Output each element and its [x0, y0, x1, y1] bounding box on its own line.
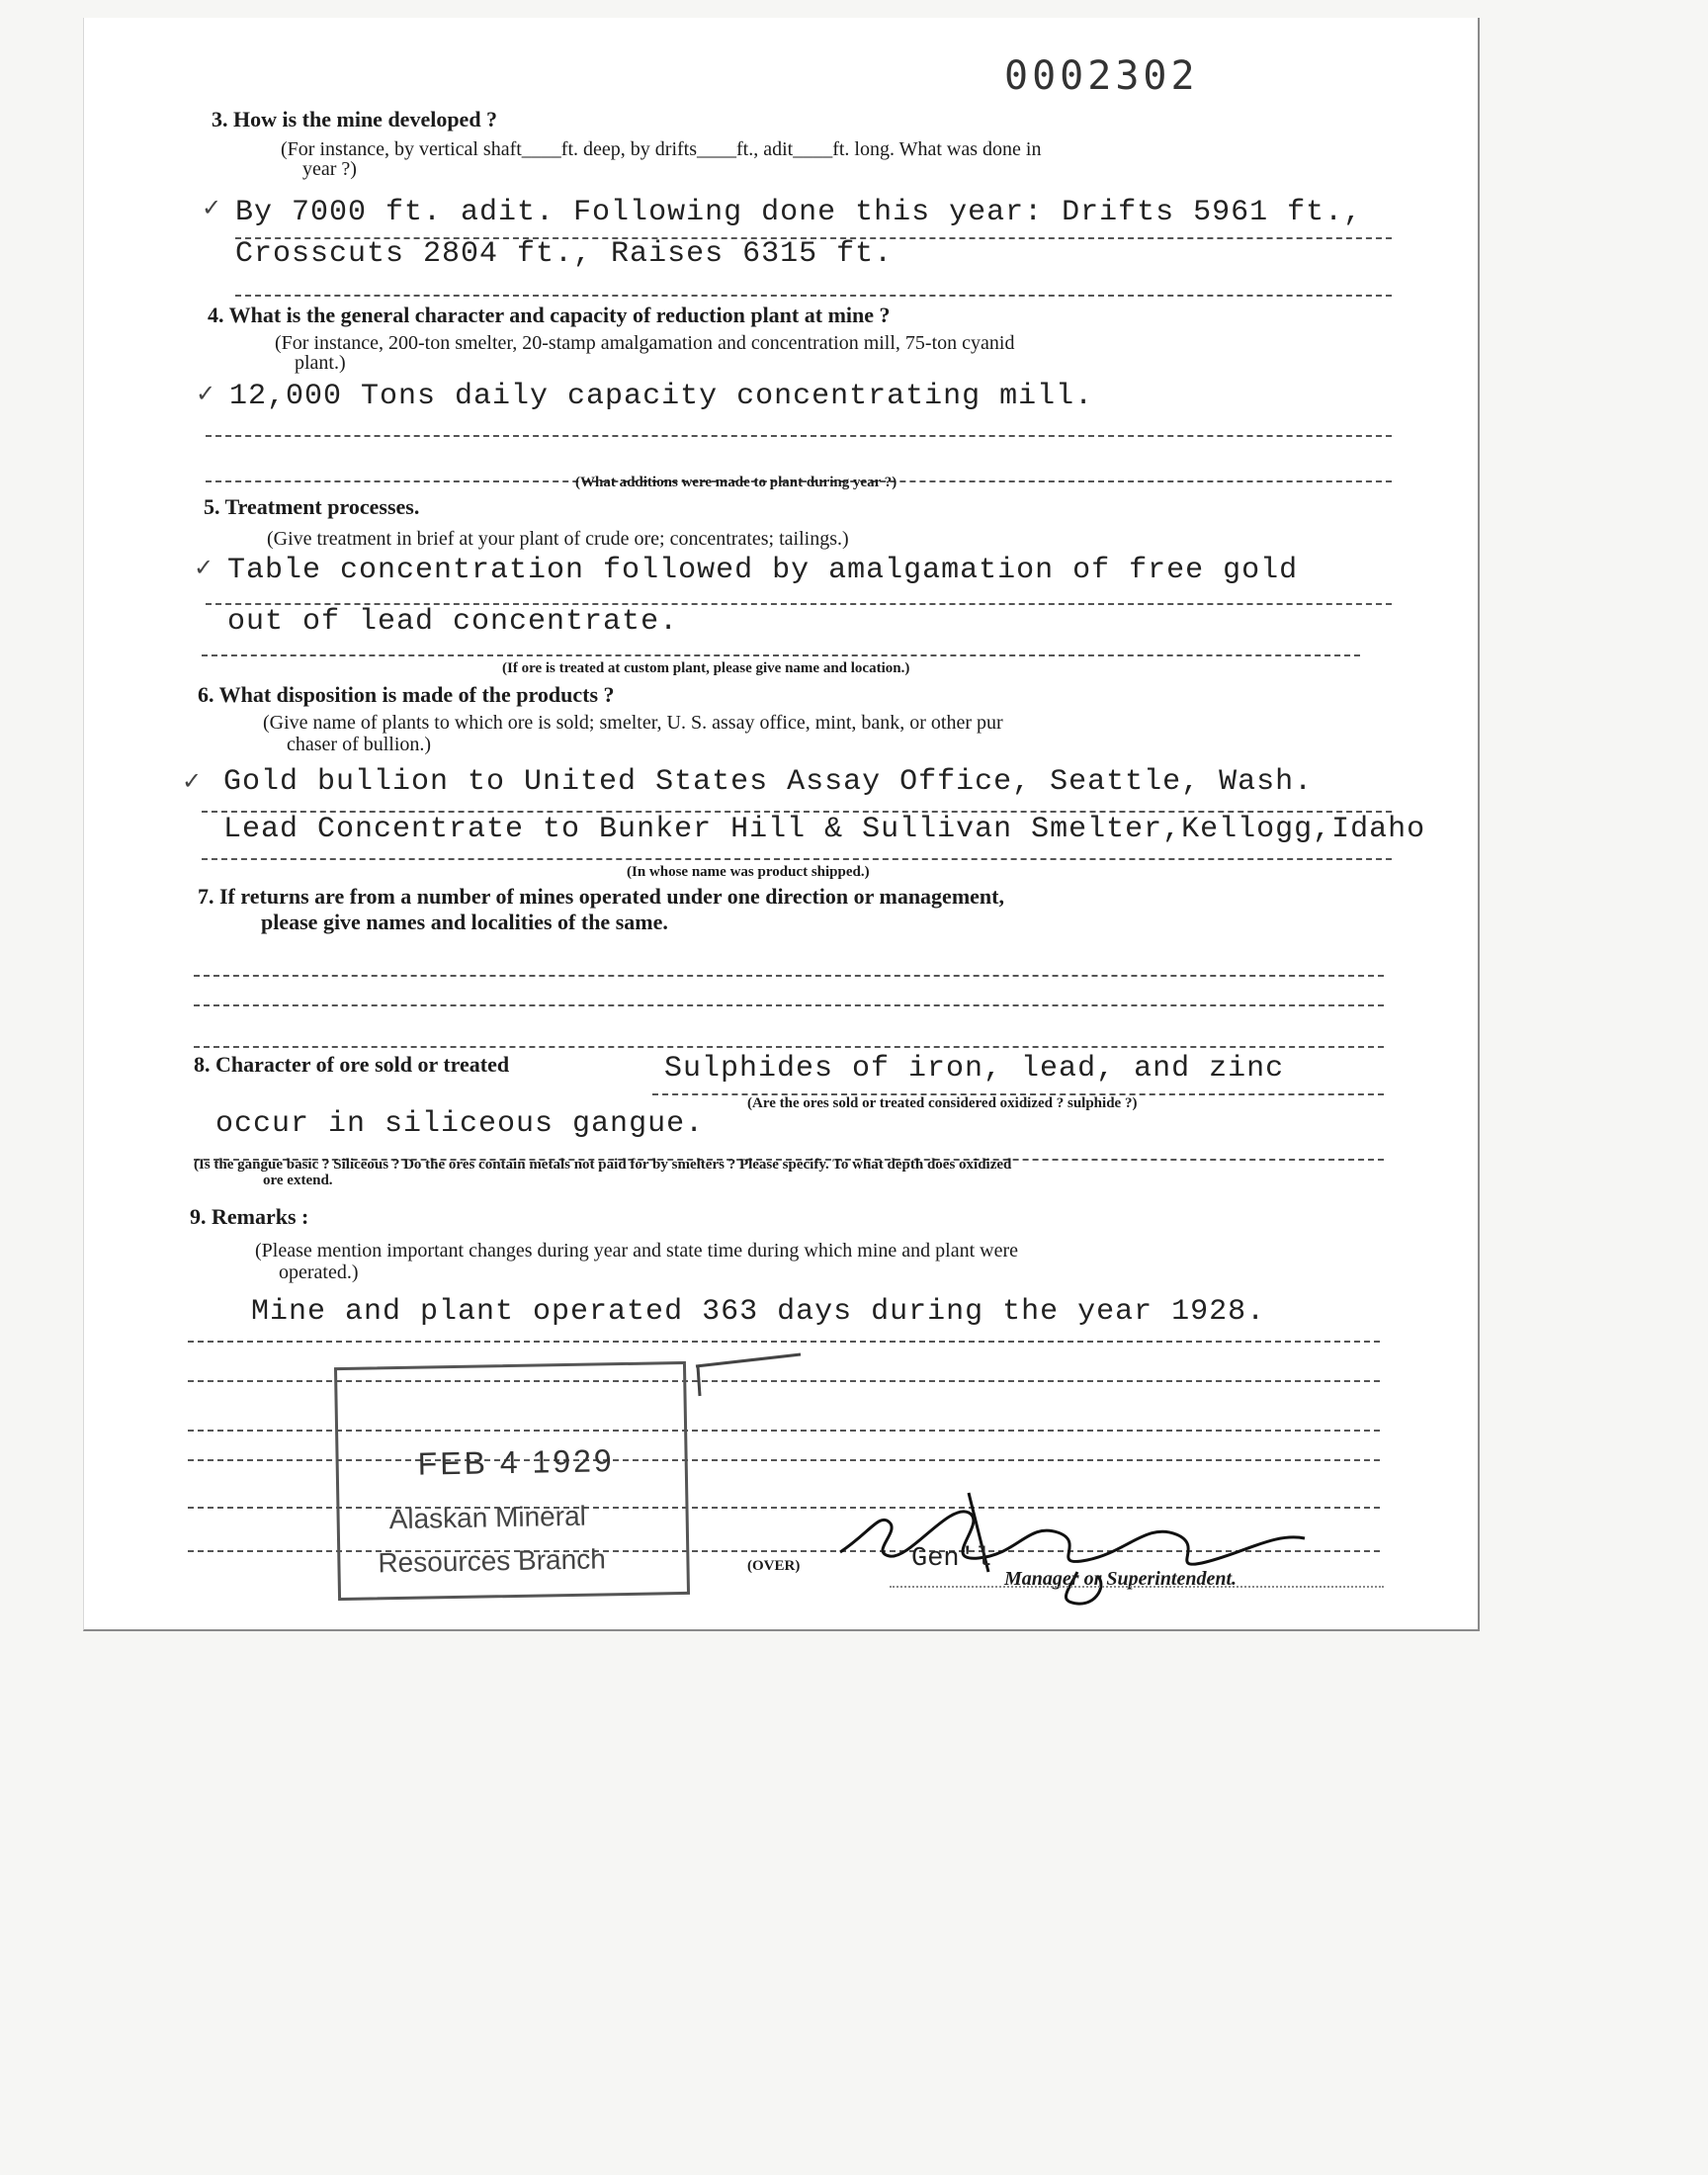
signature-line: [890, 1586, 1384, 1588]
q8-answer-2: occur in siliceous gangue.: [215, 1107, 705, 1141]
q8-footnote-1: (Is the gangue basic ? Siliceous ? Do the ores contain metals not paid for by smelters ? Please specify. To what depth does oxidized: [194, 1157, 1012, 1173]
q6-question: 6. What disposition is made of the products ?: [198, 682, 615, 707]
q3-question: 3. How is the mine developed ?: [212, 107, 498, 131]
title-typed: Gen'l: [911, 1544, 992, 1574]
over-label: (OVER): [747, 1558, 801, 1574]
q6-footnote: (In whose name was product shipped.): [627, 864, 870, 880]
q5-answer-1: Table concentration followed by amalgamation of free gold: [227, 554, 1299, 587]
q8-question: 8. Character of ore sold or treated: [194, 1052, 510, 1077]
checkmark-icon: ✓: [194, 554, 214, 581]
stamp-date: FEB 4 1929: [417, 1442, 615, 1482]
q3-instruction-2: year ?): [302, 158, 357, 180]
answer-line: [188, 1341, 1380, 1343]
checkmark-icon: ✓: [196, 380, 216, 407]
stamp-line-2: Resources Branch: [378, 1543, 607, 1579]
q4-footnote: (What additions were made to plant during year ?): [575, 475, 897, 490]
received-stamp: [334, 1361, 690, 1601]
q6-instruction-2: chaser of bullion.): [287, 734, 432, 755]
q6-instruction-1: (Give name of plants to which ore is sold; smelter, U. S. assay office, mint, bank, or other pur: [263, 712, 1003, 734]
stamp-line-1: Alaskan Mineral: [388, 1500, 587, 1535]
q8-answer-1: Sulphides of iron, lead, and zinc: [664, 1052, 1285, 1086]
answer-line: [202, 654, 1360, 656]
q9-question: 9. Remarks :: [190, 1204, 309, 1229]
q8-footnote-2: ore extend.: [263, 1173, 333, 1188]
checkmark-icon: ✓: [182, 767, 203, 795]
signature: [830, 1473, 1344, 1611]
q4-question: 4. What is the general character and capacity of reduction plant at mine ?: [208, 303, 891, 327]
q5-answer-2: out of lead concentrate.: [227, 605, 679, 639]
title-printed: Manager or Superintendent.: [1004, 1568, 1238, 1590]
answer-line: [202, 858, 1392, 860]
q7-question-2: please give names and localities of the same.: [261, 910, 668, 934]
answer-line: [235, 295, 1392, 297]
q4-instruction-1: (For instance, 200-ton smelter, 20-stamp amalgamation and concentration mill, 75-ton cyanid: [275, 332, 1015, 354]
q3-answer-2: Crosscuts 2804 ft., Raises 6315 ft.: [235, 237, 894, 271]
q9-instruction-1: (Please mention important changes during year and state time during which mine and plant were: [255, 1240, 1018, 1262]
q4-answer-1: 12,000 Tons daily capacity concentrating mill.: [229, 380, 1094, 413]
stamp-mark: [692, 1347, 811, 1406]
answer-line: [194, 975, 1384, 977]
q5-footnote: (If ore is treated at custom plant, please give name and location.): [502, 660, 910, 676]
q6-answer-2: Lead Concentrate to Bunker Hill & Sullivan Smelter,Kellogg,Idaho: [223, 813, 1426, 846]
q3-instruction-1: (For instance, by vertical shaft____ft. deep, by drifts____ft., adit____ft. long. What was done in: [281, 138, 1042, 160]
q4-instruction-2: plant.): [295, 352, 346, 374]
q8-hint: (Are the ores sold or treated considered oxidized ? sulphide ?): [747, 1095, 1138, 1111]
q9-instruction-2: operated.): [279, 1262, 359, 1283]
q3-answer-1: By 7000 ft. adit. Following done this year: Drifts 5961 ft.,: [235, 196, 1363, 229]
answer-line: [194, 1004, 1384, 1006]
q6-answer-1: Gold bullion to United States Assay Office, Seattle, Wash.: [223, 765, 1314, 799]
answer-line: [194, 1046, 1384, 1048]
q5-instruction: (Give treatment in brief at your plant of crude ore; concentrates; tailings.): [267, 528, 849, 550]
document-number: 0002302: [1004, 53, 1199, 99]
answer-line: [206, 435, 1392, 437]
q5-question: 5. Treatment processes.: [204, 494, 420, 519]
q7-question-1: 7. If returns are from a number of mines operated under one direction or management,: [198, 884, 1004, 909]
q9-answer-1: Mine and plant operated 363 days during the year 1928.: [251, 1295, 1266, 1329]
checkmark-icon: ✓: [202, 194, 222, 221]
